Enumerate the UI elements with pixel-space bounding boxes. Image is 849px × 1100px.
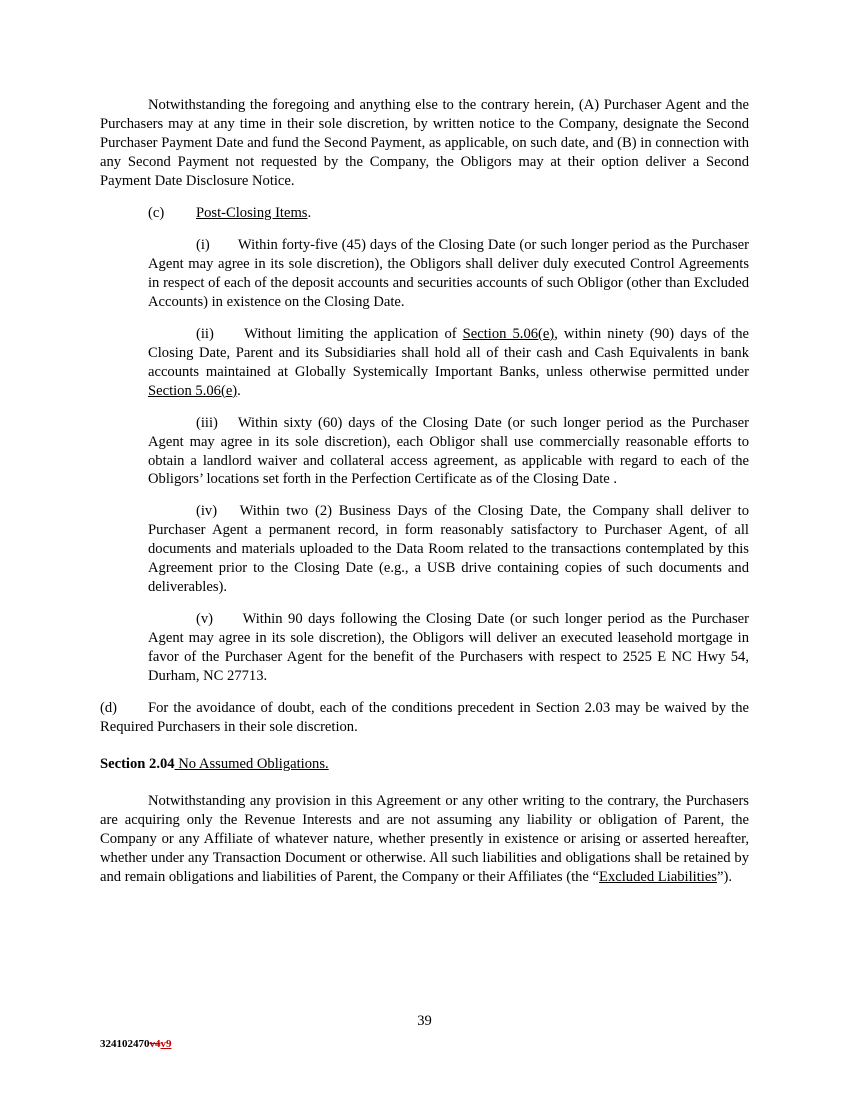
- clause-c-iii-marker: (iii): [196, 414, 218, 431]
- clause-c-iv: [100, 502, 749, 597]
- cross-reference-section-506e-1[interactable]: Section 5.06(e): [462, 325, 555, 342]
- section-body-text-a: Notwithstanding any provision in this Agreement or any other writing to the contrary, the Purchasers are acquiring only the Revenue Interests and are not assuming any liability or obligation of Parent, the Company or any Affiliate of whatever nature, whether presently in existence or arising or asserted hereafter, whether under any Transaction Document or otherwise. All such liabilities and obligations shall be retained by and remain obligations and liabilities of Parent, the Company or their Affiliates (the “: [100, 793, 749, 885]
- footer-id-number: 324102470: [100, 1038, 150, 1050]
- clause-c-iv-text: Within two (2) Business Days of the Closing Date, the Company shall deliver to Purchaser Agent a permanent record, in form reasonably satisfactory to Purchaser Agent, of all documents and materials uploaded to the Data Room related to the transactions contemplated by this Agreement prior to the Closing Date (e.g., a USB drive containing copies of such documents and deliverables).: [148, 503, 750, 596]
- clause-c-ii: [100, 325, 749, 401]
- page-number: 39: [417, 1013, 432, 1029]
- defined-term-excluded-liabilities: Excluded Liabilities: [599, 868, 717, 885]
- clause-c-ii-text-c: .: [237, 382, 241, 399]
- section-number: Section 2.04: [100, 756, 175, 773]
- footer-document-id: [100, 1038, 172, 1050]
- clause-c-i-text: Within forty-five (45) days of the Closing Date (or such longer period as the Purchaser Agent may agree in its sole discretion), the Obligors shall deliver duly executed Control Agreements in respect of each of the deposit accounts and securities accounts of such Obligor (other than Excluded Accounts) in existence on the Closing Date.: [148, 236, 749, 310]
- section-heading-2-04: [100, 755, 749, 774]
- clause-c-iv-marker: (iv): [196, 503, 218, 520]
- clause-c-title-suffix: .: [307, 204, 312, 221]
- clause-d: [100, 699, 749, 737]
- footer-revision-struck: v4: [149, 1038, 161, 1050]
- footer-revision-new: v9: [160, 1038, 172, 1050]
- section-body-text-b: ”).: [716, 868, 732, 885]
- clause-c-ii-text-a: Without limiting the application of: [244, 325, 463, 342]
- clause-c-iii: [100, 414, 749, 490]
- section-2-04-body: [100, 792, 749, 887]
- page-body: [100, 96, 749, 900]
- paragraph-intro: Notwithstanding the foregoing and anything else to the contrary herein, (A) Purchaser Agent and the Purchasers may at any time in their sole discretion, by written notice to the Company, designate the Second Purchaser Payment Date and fund the Second Payment, as applicable, on such date, and (B) in connection with any Second Payment not requested by the Company, the Obligors may at their option deliver a Second Payment Date Disclosure Notice.: [100, 97, 749, 189]
- clause-c-iii-text: Within sixty (60) days of the Closing Date (or such longer period as the Purchaser Agent may agree in its sole discretion), each Obligor shall use commercially reasonable efforts to obtain a landlord waiver and collateral access agreement, as applicable with regard to each of the Obligors’ locations set forth in the Perfection Certificate as of the Closing Date .: [148, 414, 750, 488]
- clause-c-v: [100, 610, 749, 686]
- clause-c-marker: (c): [148, 204, 165, 221]
- clause-c-i-marker: (i): [196, 236, 210, 253]
- clause-c-i: [100, 236, 749, 312]
- clause-c: [100, 204, 749, 223]
- clause-d-marker: (d): [100, 700, 118, 717]
- section-title: No Assumed Obligations.: [178, 756, 329, 773]
- cross-reference-section-506e-2[interactable]: Section 5.06(e): [148, 382, 238, 399]
- clause-d-text: For the avoidance of doubt, each of the conditions precedent in Section 2.03 may be waived by the Required Purchasers in their sole discretion.: [100, 700, 749, 736]
- clause-c-v-marker: (v): [196, 611, 214, 628]
- clause-c-ii-marker: (ii): [196, 325, 214, 342]
- clause-c-title: Post-Closing Items: [196, 204, 308, 221]
- clause-c-ii-text-b: , within ninety (90) days of the Closing Date, Parent and its Subsidiaries shall hold all of their cash and Cash Equivalents in bank accounts maintained at Globally Systemically Important Banks, unless otherwise permitted under: [148, 325, 749, 380]
- clause-c-v-text: Within 90 days following the Closing Date (or such longer period as the Purchaser Agent may agree in its sole discretion), the Obligors will deliver an executed leasehold mortgage in favor of the Purchaser Agent for the benefit of the Purchasers with respect to 2525 E NC Hwy 54, Durham, NC 27713.: [148, 611, 749, 685]
